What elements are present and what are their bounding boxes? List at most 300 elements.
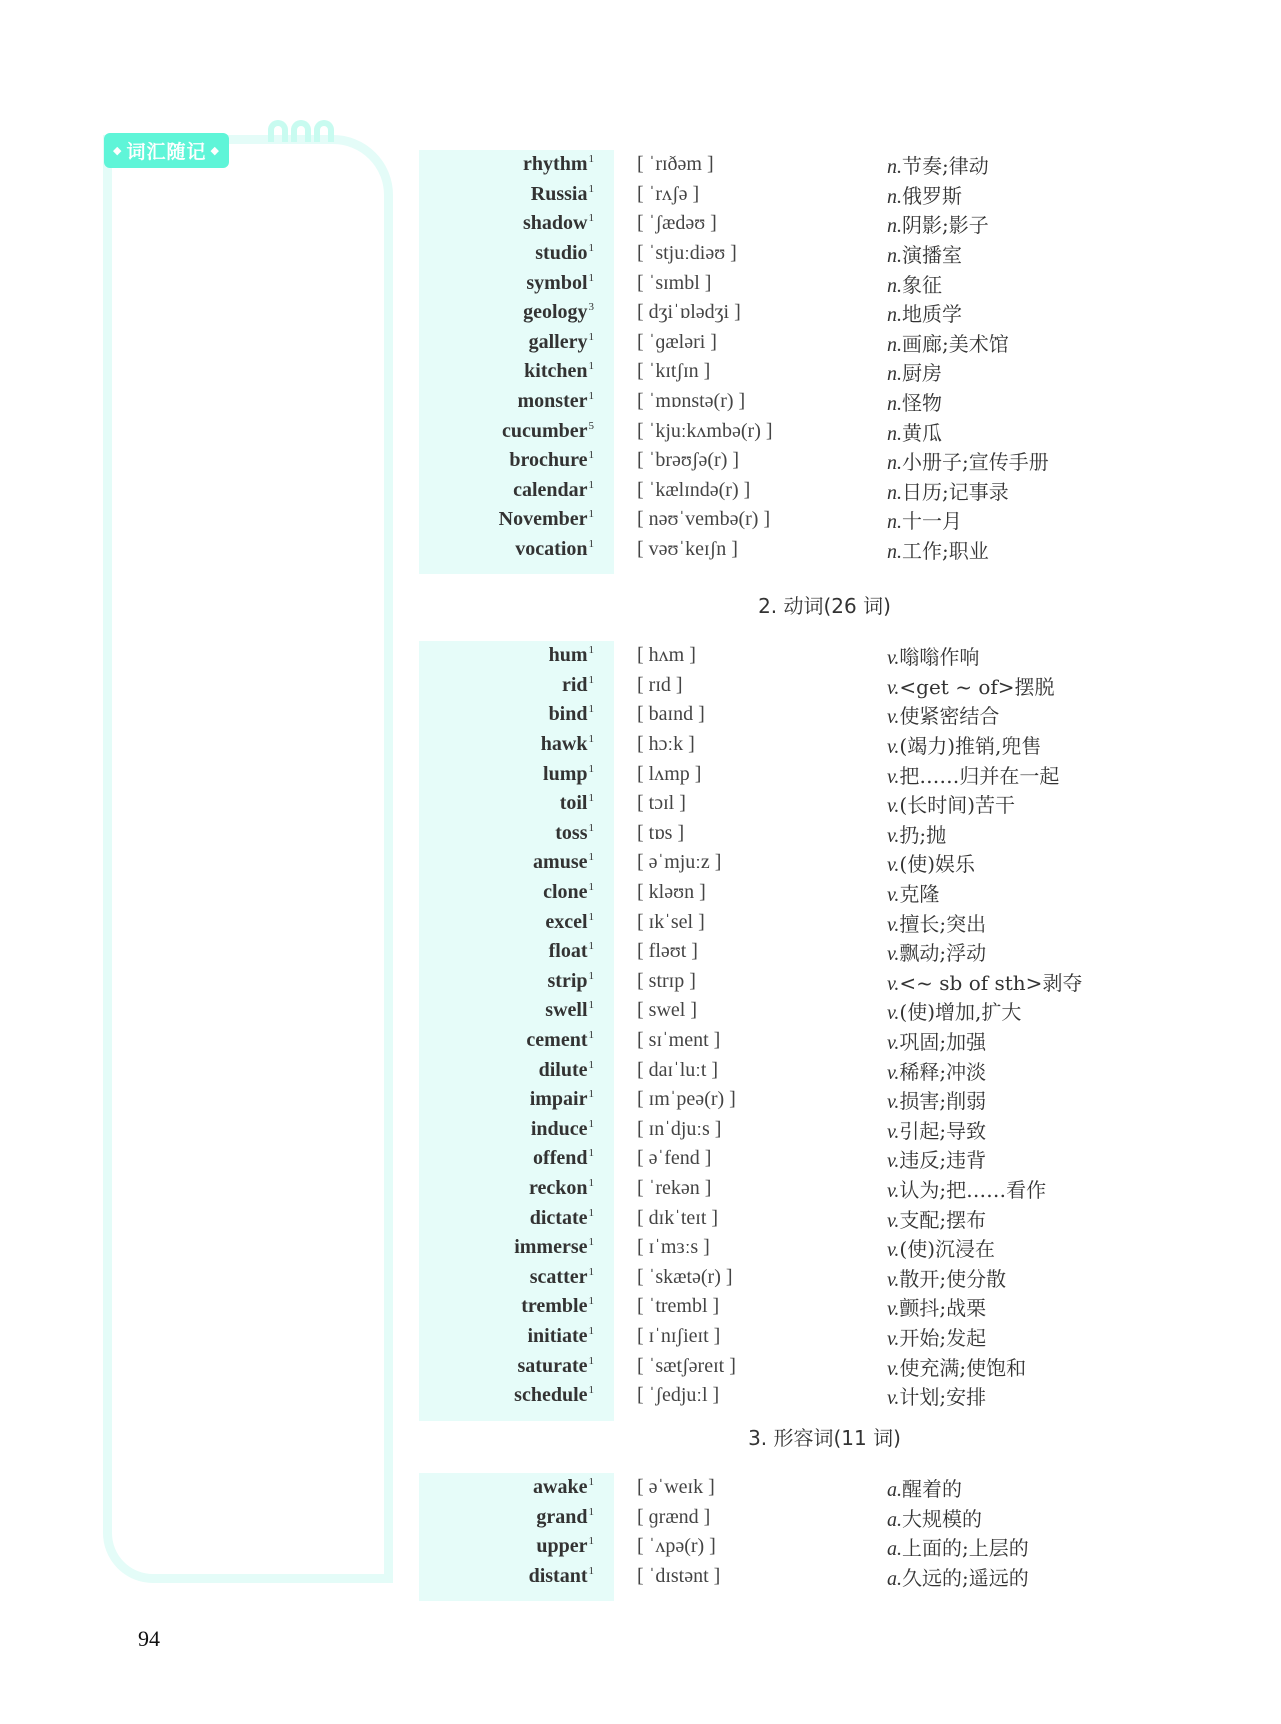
frequency-mark: 1 [588, 792, 594, 805]
headword-text: reckon [528, 1176, 588, 1199]
meaning: 厨房 [902, 361, 942, 386]
verbs-heading: 2. 动词(26 词) [758, 594, 891, 618]
part-of-speech: v. [887, 765, 900, 788]
headword [419, 940, 594, 963]
part-of-speech: n. [887, 304, 902, 327]
part-of-speech: v. [887, 1032, 900, 1055]
noun-list [419, 150, 1219, 574]
vocab-row [419, 1262, 1219, 1292]
phonetic: [ daɪˈluːt ] [637, 1058, 719, 1081]
part-of-speech: n. [887, 452, 902, 475]
headword-text: calendar [513, 478, 588, 501]
meaning: 损害;削弱 [899, 1089, 987, 1114]
headword-text: monster [517, 390, 588, 413]
part-of-speech: v. [887, 1120, 900, 1143]
headword [419, 1506, 594, 1529]
meaning: <get ~ of>摆脱 [899, 674, 1055, 699]
part-of-speech: v. [887, 1002, 900, 1025]
headword-text: saturate [517, 1354, 588, 1377]
headword [419, 1535, 594, 1558]
vocab-row [419, 789, 1219, 819]
phonetic: [ ˈstjuːdiəʊ ] [637, 242, 737, 265]
headword [419, 703, 594, 726]
vocab-row [419, 937, 1219, 967]
vocab-row [419, 996, 1219, 1026]
headword [419, 212, 594, 235]
definition [887, 1085, 986, 1114]
meaning: 使充满;使饱和 [899, 1355, 1027, 1380]
vocab-notes-tag [104, 133, 229, 168]
meaning: 开始;发起 [899, 1325, 987, 1350]
definition [887, 1322, 986, 1351]
headword-text: strip [547, 969, 588, 992]
frequency-mark: 1 [588, 1058, 594, 1071]
headword [419, 360, 594, 383]
headword-text: symbol [526, 271, 588, 294]
headword [419, 508, 594, 531]
vocab-row [419, 505, 1219, 535]
phonetic: [ dɪkˈteɪt ] [637, 1206, 719, 1229]
frequency-mark: 1 [588, 390, 594, 403]
vocab-row [419, 268, 1219, 298]
diamond-icon: ◆ [210, 144, 220, 157]
frequency-mark: 1 [588, 1117, 594, 1130]
definition [887, 700, 999, 729]
phonetic: [ əˈfend ] [637, 1147, 712, 1170]
frequency-mark: 1 [588, 508, 594, 521]
vocab-row [419, 1055, 1219, 1085]
phonetic: [ fləʊt ] [637, 940, 698, 963]
definition [887, 1233, 995, 1262]
phonetic: [ ɪmˈpeə(r) ] [637, 1088, 736, 1111]
headword [419, 390, 594, 413]
meaning: 飘动;浮动 [899, 941, 987, 966]
part-of-speech: v. [887, 1387, 900, 1410]
headword-text: gallery [528, 330, 588, 353]
frequency-mark: 1 [588, 851, 594, 864]
phonetic: [ ˈrʌʃə ] [637, 182, 700, 205]
headword [419, 538, 594, 561]
phonetic: [ ˈʃedjuːl ] [637, 1384, 720, 1407]
vocab-notes-label: 词汇随记 [126, 141, 207, 163]
definition [887, 269, 942, 298]
meaning: 日历;记事录 [902, 479, 1009, 504]
meaning: 稀释;冲淡 [899, 1059, 987, 1084]
meaning: 嗡嗡作响 [899, 645, 980, 670]
frequency-mark: 1 [588, 330, 594, 343]
meaning: 十一月 [902, 509, 962, 534]
phonetic: [ ˈmɒnstə(r) ] [637, 390, 746, 413]
frequency-mark: 1 [588, 644, 594, 657]
part-of-speech: n. [887, 215, 902, 238]
definition [887, 209, 989, 238]
definition [887, 180, 962, 209]
phonetic: [ ˈdɪstənt ] [637, 1565, 721, 1588]
phonetic: [ ˈrɪðəm ] [637, 153, 714, 176]
headword [419, 851, 594, 874]
page-number: 94 [138, 1626, 160, 1651]
definition [887, 1174, 1046, 1203]
definition [887, 1562, 1029, 1591]
vocab-row [419, 387, 1219, 417]
meaning: 克隆 [899, 882, 940, 907]
phonetic: [ lʌmp ] [637, 762, 702, 785]
meaning: (使)沉浸在 [899, 1237, 996, 1262]
headword-text: upper [536, 1535, 588, 1558]
headword [419, 881, 594, 904]
part-of-speech: a. [887, 1479, 902, 1502]
frequency-mark: 1 [588, 1295, 594, 1308]
headword-text: swell [545, 999, 588, 1022]
definition [887, 1263, 1006, 1292]
headword [419, 970, 594, 993]
definition [887, 671, 1055, 700]
phonetic: [ ˈsɪmbl ] [637, 271, 712, 294]
definition [887, 878, 939, 907]
definition [887, 908, 986, 937]
headword-text: dictate [529, 1206, 588, 1229]
meaning: 散开;使分散 [899, 1266, 1007, 1291]
part-of-speech: n. [887, 422, 902, 445]
frequency-mark: 1 [588, 212, 594, 225]
headword [419, 1059, 594, 1082]
part-of-speech: n. [887, 481, 902, 504]
headword [419, 1565, 594, 1588]
phonetic: [ ˈbrəʊʃə(r) ] [637, 449, 740, 472]
vocab-row [419, 967, 1219, 997]
phonetic: [ ˈskætə(r) ] [637, 1265, 733, 1288]
frequency-mark: 1 [588, 1565, 594, 1578]
definition [887, 1503, 982, 1532]
vocab-row [419, 1503, 1219, 1533]
meaning: 地质学 [902, 302, 962, 327]
headword [419, 1118, 594, 1141]
vocab-row [419, 641, 1219, 671]
phonetic: [ sɪˈment ] [637, 1029, 721, 1052]
frequency-mark: 1 [588, 1535, 594, 1548]
frequency-mark: 1 [588, 762, 594, 775]
meaning: 颤抖;战栗 [899, 1296, 987, 1321]
definition [887, 789, 1015, 818]
definition [887, 476, 1009, 505]
phonetic: [ dʒiˈɒlədʒi ] [637, 301, 741, 324]
meaning: 醒着的 [902, 1477, 962, 1502]
meaning: 支配;摆布 [899, 1207, 987, 1232]
meaning: 擅长;突出 [899, 911, 987, 936]
meaning: 画廊;美术馆 [902, 331, 1009, 356]
headword [419, 301, 594, 324]
frequency-mark: 3 [588, 301, 594, 314]
part-of-speech: n. [887, 511, 902, 534]
ring-icon [314, 120, 334, 142]
phonetic: [ ˈsætʃəreɪt ] [637, 1354, 736, 1377]
definition [887, 937, 986, 966]
headword-text: Russia [530, 182, 588, 205]
meaning: (使)增加,扩大 [899, 1000, 1022, 1025]
frequency-mark: 1 [588, 182, 594, 195]
phonetic: [ tɒs ] [637, 821, 685, 844]
part-of-speech: v. [887, 676, 900, 699]
headword-text: hum [548, 644, 588, 667]
headword [419, 331, 594, 354]
headword [419, 1384, 594, 1407]
frequency-mark: 1 [588, 1354, 594, 1367]
part-of-speech: v. [887, 1150, 900, 1173]
vocab-row [419, 1233, 1219, 1263]
headword [419, 449, 594, 472]
headword-text: grand [536, 1505, 588, 1528]
part-of-speech: v. [887, 913, 900, 936]
headword [419, 1325, 594, 1348]
headword [419, 822, 594, 845]
headword-text: toil [559, 792, 588, 815]
frequency-mark: 1 [588, 703, 594, 716]
part-of-speech: v. [887, 706, 900, 729]
vocab-row [419, 700, 1219, 730]
part-of-speech: a. [887, 1508, 902, 1531]
meaning: 引起;导致 [899, 1118, 987, 1143]
headword [419, 1295, 594, 1318]
headword [419, 1088, 594, 1111]
headword [419, 763, 594, 786]
vocab-row [419, 1322, 1219, 1352]
meaning: 计划;安排 [899, 1385, 987, 1410]
phonetic: [ ɪˈmɜːs ] [637, 1236, 710, 1259]
meaning: 象征 [902, 272, 942, 297]
meaning: 把……归并在一起 [899, 763, 1060, 788]
phonetic: [ ˈkɪtʃɪn ] [637, 360, 711, 383]
definition [887, 417, 942, 446]
headword [419, 792, 594, 815]
phonetic: [ əˈmjuːz ] [637, 851, 722, 874]
definition [887, 239, 962, 268]
part-of-speech: n. [887, 363, 902, 386]
frequency-mark: 1 [588, 1476, 594, 1489]
frequency-mark: 1 [588, 1384, 594, 1397]
headword-text: November [498, 508, 588, 531]
definition [887, 1352, 1026, 1381]
headword [419, 733, 594, 756]
part-of-speech: v. [887, 1209, 900, 1232]
definition [887, 730, 1041, 759]
vocab-row [419, 730, 1219, 760]
headword [419, 674, 594, 697]
definition [887, 328, 1009, 357]
part-of-speech: n. [887, 185, 902, 208]
frequency-mark: 1 [588, 1088, 594, 1101]
frequency-mark: 1 [588, 478, 594, 491]
phonetic: [ hʌm ] [637, 644, 696, 667]
meaning: (长时间)苦干 [899, 793, 1016, 818]
meaning: 大规模的 [902, 1506, 982, 1531]
part-of-speech: v. [887, 1327, 900, 1350]
phonetic: [ rɪd ] [637, 673, 683, 696]
frequency-mark: 1 [588, 1206, 594, 1219]
frequency-mark: 1 [588, 969, 594, 982]
headword-text: dilute [538, 1058, 588, 1081]
phonetic: [ baɪnd ] [637, 703, 705, 726]
phonetic: [ ɪnˈdjuːs ] [637, 1117, 722, 1140]
headword-text: rhythm [523, 153, 588, 176]
phonetic: [ kləʊn ] [637, 881, 706, 904]
headword-text: offend [533, 1147, 588, 1170]
frequency-mark: 1 [588, 360, 594, 373]
headword-text: geology [523, 301, 588, 324]
notes-sidebar-frame [103, 135, 393, 1583]
adjectives-heading: 3. 形容词(11 词) [748, 1426, 901, 1450]
definition [887, 1292, 986, 1321]
headword [419, 272, 594, 295]
headword-text: amuse [533, 851, 588, 874]
frequency-mark: 1 [588, 1029, 594, 1042]
frequency-mark: 1 [588, 1324, 594, 1337]
part-of-speech: v. [887, 943, 900, 966]
part-of-speech: v. [887, 1061, 900, 1084]
definition [887, 387, 942, 416]
meaning: 久远的;遥远的 [902, 1566, 1029, 1591]
definition [887, 150, 989, 179]
headword [419, 999, 594, 1022]
vocab-row [419, 239, 1219, 269]
definition [887, 1056, 986, 1085]
diamond-icon: ◆ [113, 144, 123, 157]
vocab-row [419, 328, 1219, 358]
headword-text: excel [545, 910, 588, 933]
frequency-mark: 1 [588, 449, 594, 462]
meaning: <~ sb of sth>剥夺 [899, 970, 1083, 995]
phonetic: [ ˈʌpə(r) ] [637, 1535, 716, 1558]
definition [887, 996, 1021, 1025]
vocab-row [419, 357, 1219, 387]
headword-text: studio [535, 242, 588, 265]
frequency-mark: 1 [588, 733, 594, 746]
part-of-speech: v. [887, 1357, 900, 1380]
headword-text: hawk [540, 733, 588, 756]
vocab-row [419, 1532, 1219, 1562]
headword-text: distant [528, 1565, 588, 1588]
vocab-row [419, 1473, 1219, 1503]
part-of-speech: v. [887, 1091, 900, 1114]
vocab-row [419, 1381, 1219, 1411]
definition [887, 1473, 962, 1502]
phonetic: [ ˈrekən ] [637, 1176, 712, 1199]
vocab-row [419, 209, 1219, 239]
vocab-row [419, 180, 1219, 210]
vocab-row [419, 907, 1219, 937]
frequency-mark: 1 [588, 1147, 594, 1160]
meaning: 巩固;加强 [899, 1030, 987, 1055]
headword [419, 420, 594, 443]
phonetic: [ hɔːk ] [637, 733, 695, 756]
definition [887, 641, 979, 670]
vocab-row [419, 1115, 1219, 1145]
headword [419, 1147, 594, 1170]
meaning: (使)娱乐 [899, 852, 976, 877]
headword-text: scatter [529, 1265, 588, 1288]
frequency-mark: 1 [588, 999, 594, 1012]
part-of-speech: v. [887, 1239, 900, 1262]
vocab-row [419, 1174, 1219, 1204]
headword [419, 183, 594, 206]
frequency-mark: 1 [588, 1265, 594, 1278]
definition [887, 1026, 986, 1055]
headword-text: brochure [509, 449, 588, 472]
headword-text: shadow [523, 212, 588, 235]
headword-text: awake [533, 1476, 588, 1499]
phonetic: [ ˈtrembl ] [637, 1295, 720, 1318]
meaning: 使紧密结合 [899, 704, 1000, 729]
headword-text: impair [529, 1088, 588, 1111]
meaning: 工作;职业 [902, 539, 989, 564]
headword [419, 242, 594, 265]
meaning: 黄瓜 [902, 420, 942, 445]
meaning: (竭力)推销,兜售 [899, 734, 1042, 759]
frequency-mark: 1 [588, 881, 594, 894]
headword-text: cucumber [501, 419, 588, 442]
part-of-speech: a. [887, 1568, 902, 1591]
part-of-speech: v. [887, 1298, 900, 1321]
headword [419, 1266, 594, 1289]
definition [887, 357, 942, 386]
part-of-speech: a. [887, 1538, 902, 1561]
headword-text: kitchen [524, 360, 588, 383]
frequency-mark: 1 [588, 271, 594, 284]
frequency-mark: 1 [588, 910, 594, 923]
headword-text: immerse [514, 1236, 588, 1259]
phonetic: [ ˈʃædəʊ ] [637, 212, 717, 235]
phonetic: [ ˈkælɪndə(r) ] [637, 478, 751, 501]
headword [419, 1029, 594, 1052]
vocab-row [419, 298, 1219, 328]
vocab-row [419, 150, 1219, 180]
ring-icon [268, 120, 288, 142]
vocab-row [419, 848, 1219, 878]
part-of-speech: v. [887, 736, 900, 759]
vocab-row [419, 1203, 1219, 1233]
vocab-row [419, 1351, 1219, 1381]
vocab-row [419, 535, 1219, 565]
vocab-row [419, 671, 1219, 701]
meaning: 演播室 [902, 243, 962, 268]
part-of-speech: v. [887, 1179, 900, 1202]
vocab-row [419, 1292, 1219, 1322]
ring-icon [291, 120, 311, 142]
headword-text: lump [543, 762, 588, 785]
definition [887, 1204, 986, 1233]
headword-text: initiate [527, 1324, 588, 1347]
headword [419, 479, 594, 502]
headword-text: toss [555, 821, 588, 844]
definition [887, 298, 962, 327]
vocab-row [419, 819, 1219, 849]
headword-text: vocation [515, 538, 588, 561]
phonetic: [ əˈweɪk ] [637, 1476, 715, 1499]
definition [887, 760, 1059, 789]
meaning: 小册子;宣传手册 [902, 450, 1049, 475]
vocab-row [419, 878, 1219, 908]
definition [887, 1115, 986, 1144]
headword [419, 1355, 594, 1378]
definition [887, 535, 989, 564]
vocab-row [419, 759, 1219, 789]
meaning: 认为;把……看作 [899, 1177, 1047, 1202]
part-of-speech: v. [887, 795, 900, 818]
meaning: 扔;抛 [899, 822, 947, 847]
vocab-row [419, 1562, 1219, 1592]
phonetic: [ ɡrænd ] [637, 1505, 711, 1528]
definition [887, 848, 975, 877]
meaning: 怪物 [902, 391, 942, 416]
